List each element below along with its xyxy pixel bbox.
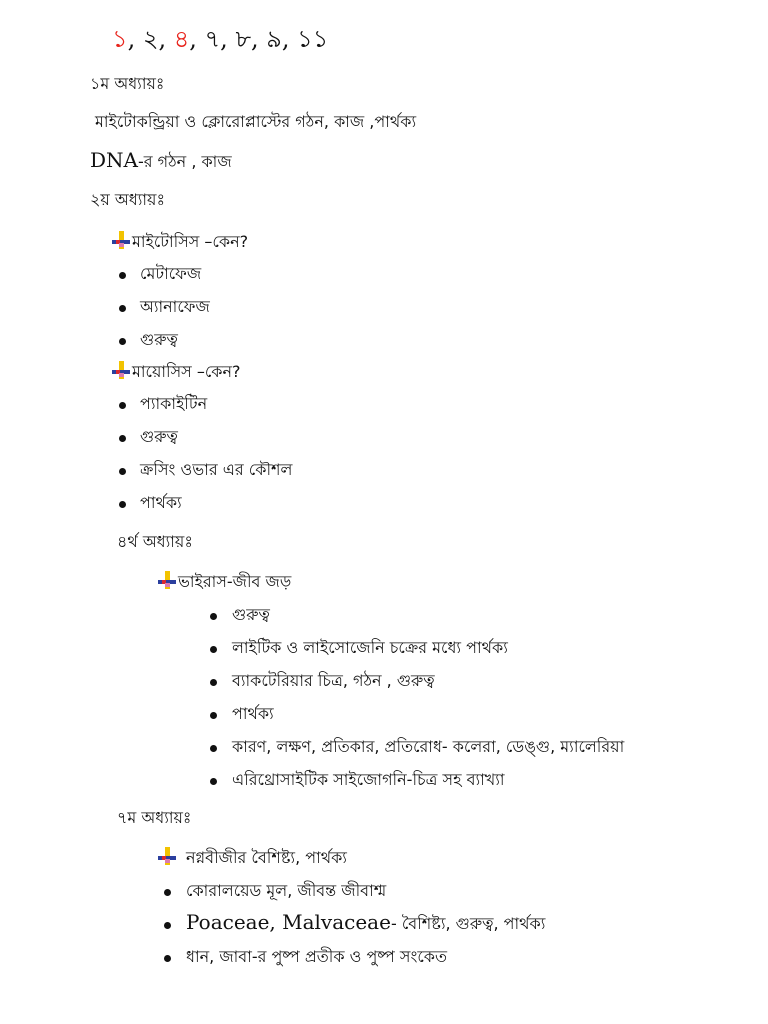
bullet-icon bbox=[210, 745, 217, 752]
colored-cross-bullet-icon bbox=[158, 847, 176, 865]
list-item: কোরালয়েড মূল, জীবন্ত জীবাশ্ম bbox=[186, 881, 387, 900]
dna-term: DNA bbox=[90, 148, 138, 172]
list-item: পার্থক্য bbox=[232, 704, 274, 723]
separator: , bbox=[189, 25, 205, 53]
chapter-number: ১ bbox=[112, 25, 128, 53]
colored-cross-bullet-icon bbox=[112, 231, 130, 249]
list-item: ব্যাকটেরিয়ার চিত্র, গঠন , গুরুত্ব bbox=[232, 671, 435, 690]
separator: , bbox=[220, 25, 236, 53]
chapter-number: ১১ bbox=[297, 25, 329, 53]
separator: , bbox=[127, 25, 143, 53]
chapter-number: ৪ bbox=[173, 25, 190, 53]
dna-topic-text: -র গঠন , কাজ bbox=[137, 152, 232, 171]
chapter-2-topic-mitosis: মাইটোসিস –কেন? bbox=[132, 232, 249, 251]
bullet-icon bbox=[119, 435, 126, 442]
separator: , bbox=[158, 25, 174, 53]
list-item: এরিথ্রোসাইটিক সাইজোগনি-চিত্র সহ ব্যাখ্যা bbox=[232, 770, 505, 789]
list-item: লাইটিক ও লাইসোজেনি চক্রের মধ্যে পার্থক্য bbox=[232, 638, 508, 657]
chapter-7-heading: ৭ম অধ্যায়ঃ bbox=[117, 808, 192, 827]
chapter-2-heading: ২য় অধ্যায়ঃ bbox=[90, 190, 165, 209]
separator: , bbox=[281, 25, 298, 53]
bullet-icon bbox=[119, 305, 126, 312]
chapter-7-topic-gymnosperm: নগ্নবীজীর বৈশিষ্ট্য, পার্থক্য bbox=[186, 848, 347, 867]
colored-cross-bullet-icon bbox=[112, 361, 130, 379]
bullet-icon bbox=[164, 889, 171, 896]
bullet-icon bbox=[119, 501, 126, 508]
separator: , bbox=[251, 25, 267, 53]
list-item: গুরুত্ব bbox=[232, 605, 270, 624]
list-item: প্যাকাইটিন bbox=[140, 394, 208, 413]
colored-cross-bullet-icon bbox=[158, 571, 176, 589]
chapter-number: ৮ bbox=[235, 25, 252, 53]
bullet-icon bbox=[164, 922, 171, 929]
bullet-icon bbox=[119, 402, 126, 409]
list-item: ক্রসিং ওভার এর কৌশল bbox=[140, 460, 293, 479]
bullet-icon bbox=[210, 679, 217, 686]
bullet-icon bbox=[210, 778, 217, 785]
list-item bbox=[186, 912, 545, 934]
chapter-1-topic-2 bbox=[90, 150, 232, 172]
list-item: অ্যানাফেজ bbox=[140, 297, 210, 316]
chapter-number: ৯ bbox=[266, 25, 282, 53]
bullet-icon bbox=[119, 338, 126, 345]
chapter-4-topic-virus: ভাইরাস-জীব জড় bbox=[178, 572, 292, 591]
bullet-icon bbox=[210, 646, 217, 653]
list-item: কারণ, লক্ষণ, প্রতিকার, প্রতিরোধ- কলেরা, ডেঙ্গু, ম্যালেরিয়া bbox=[232, 737, 625, 756]
chapter-4-heading: ৪র্থ অধ্যায়ঃ bbox=[117, 532, 193, 551]
family-topic-text: - বৈশিষ্ট্য, গুরুত্ব, পার্থক্য bbox=[390, 914, 546, 933]
bullet-icon bbox=[210, 712, 217, 719]
chapter-number: ৭ bbox=[204, 25, 221, 53]
bullet-icon bbox=[164, 955, 171, 962]
chapter-1-topic-1: মাইটোকন্ড্রিয়া ও ক্লোরোপ্লাস্টের গঠন, কাজ ,পার্থক্য bbox=[95, 112, 417, 131]
list-item: গুরুত্ব bbox=[140, 427, 178, 446]
chapter-1-heading: ১ম অধ্যায়ঃ bbox=[90, 74, 165, 93]
list-item: ধান, জাবা-র পুষ্প প্রতীক ও পুষ্প সংকেত bbox=[186, 947, 447, 966]
chapter-number-list bbox=[112, 24, 328, 54]
list-item: মেটাফেজ bbox=[140, 264, 202, 283]
list-item: গুরুত্ব bbox=[140, 330, 178, 349]
list-item: পার্থক্য bbox=[140, 493, 182, 512]
chapter-number: ২ bbox=[142, 25, 159, 53]
bullet-icon bbox=[119, 468, 126, 475]
family-names: Poaceae, Malvaceae bbox=[186, 910, 391, 934]
chapter-2-topic-meiosis: মায়োসিস –কেন? bbox=[132, 362, 241, 381]
bullet-icon bbox=[210, 613, 217, 620]
bullet-icon bbox=[119, 272, 126, 279]
